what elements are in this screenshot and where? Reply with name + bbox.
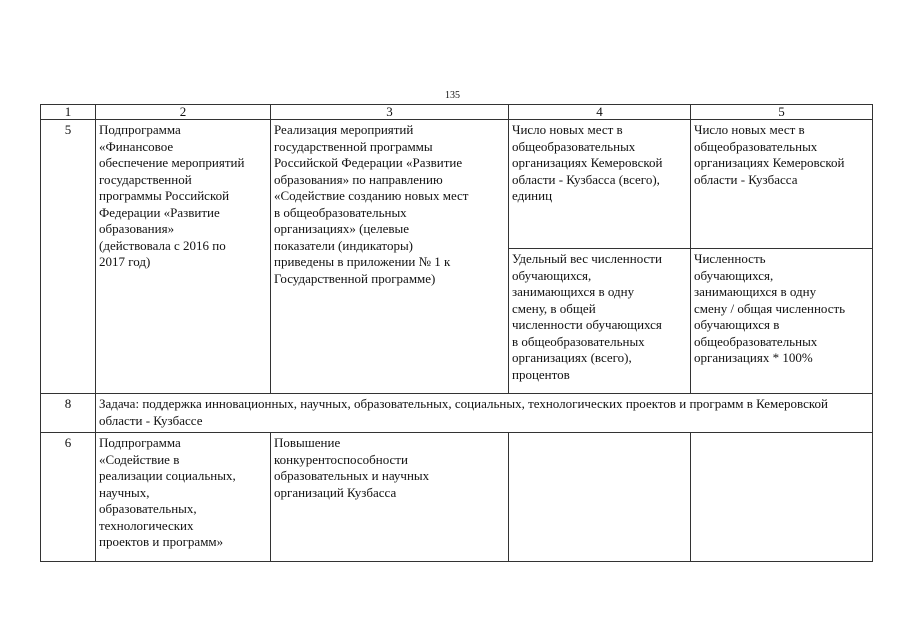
text-line: в общеобразовательных (274, 204, 407, 220)
text-line: Федерации «Развитие (99, 204, 220, 220)
text-line: организациях * 100% (694, 350, 813, 365)
text-line: проектов и программ» (99, 534, 224, 549)
table-row (41, 120, 873, 249)
header-col-3: 3 (271, 105, 509, 120)
text-line: Число новых мест в (512, 122, 623, 137)
text-line: смену, в общей (512, 300, 596, 316)
text-line: занимающихся в одну (512, 284, 635, 299)
text-line: Подпрограмма (99, 435, 181, 450)
formula-cell (691, 120, 873, 249)
text-line: образовательных, (99, 501, 197, 516)
text-line: обучающихся, (512, 267, 592, 283)
text-line: общеобразовательных (512, 138, 636, 154)
header-col-2: 2 (96, 105, 271, 120)
text-line: Российской Федерации «Развитие (274, 155, 463, 170)
text-line: конкурентоспособности (274, 451, 408, 467)
text-line: области - Кузбасса (всего), (512, 171, 660, 187)
text-line: образовательных и научных (274, 468, 430, 483)
subprogram-cell (96, 433, 271, 562)
text-line: организаций Кузбасса (274, 484, 397, 500)
formula-cell (691, 249, 873, 394)
text-line: технологических (99, 517, 194, 533)
text-line: Удельный вес численности (512, 251, 662, 266)
text-line: обеспечение мероприятий (99, 155, 245, 170)
text-line: «Содействие созданию новых мест (274, 188, 469, 203)
text-line: Государственной программе) (274, 270, 436, 286)
header-col-1: 1 (41, 105, 96, 120)
text-line: программы Российской (99, 188, 230, 203)
text-line: общеобразовательных (694, 333, 818, 349)
table-header-row (41, 105, 873, 120)
text-line: Реализация мероприятий (274, 122, 414, 137)
text-line: смену / общая численность (694, 300, 846, 316)
text-line: в общеобразовательных (512, 333, 645, 349)
text-line: обучающихся в (694, 317, 780, 332)
text-line: организациях» (целевые (274, 221, 410, 236)
text-line: образования» по направлению (274, 171, 443, 187)
text-line: Подпрограмма (99, 122, 181, 137)
text-line: процентов (512, 366, 570, 382)
row-number: 5 (41, 120, 96, 394)
text-line: организациях Кемеровской (694, 155, 845, 170)
header-col-5: 5 (691, 105, 873, 120)
text-line: организациях Кемеровской (512, 155, 663, 170)
text-line: единиц (512, 188, 553, 203)
text-line: (действовала с 2016 по (99, 237, 226, 253)
indicators-table (40, 104, 873, 562)
text-line: обучающихся, (694, 267, 774, 283)
text-line: государственной программы (274, 138, 433, 154)
row-number: 6 (41, 433, 96, 562)
text-line: Численность (694, 251, 766, 266)
indicator-cell-empty (509, 433, 691, 562)
text-line: государственной (99, 171, 192, 187)
text-line: Повышение (274, 435, 341, 450)
text-line: «Финансовое (99, 138, 174, 154)
text-line: «Содействие в (99, 451, 180, 467)
row-number: 8 (41, 394, 96, 433)
indicator-cell (509, 249, 691, 394)
table-row (41, 394, 873, 433)
text-line: научных, (99, 484, 150, 500)
text-line: реализации социальных, (99, 468, 236, 483)
text-line: приведены в приложении № 1 к (274, 254, 451, 269)
header-col-4: 4 (509, 105, 691, 120)
text-line: области - Кузбасса (694, 171, 798, 187)
text-line: общеобразовательных (694, 138, 818, 154)
text-line: занимающихся в одну (694, 284, 817, 299)
table-row (41, 433, 873, 562)
activities-cell (271, 120, 509, 394)
text-line: 2017 год) (99, 254, 151, 269)
text-line: образования» (99, 221, 175, 236)
formula-cell-empty (691, 433, 873, 562)
subprogram-cell (96, 120, 271, 394)
text-line: Число новых мест в (694, 122, 805, 137)
page-number: 135 (445, 90, 460, 101)
text-line: численности обучающихся (512, 317, 662, 332)
task-cell: Задача: поддержка инновационных, научных, образовательных, социальных, технологических проектов и программ в Кемеровской области - Кузбассе (96, 394, 873, 433)
indicator-cell (509, 120, 691, 249)
text-line: организациях (всего), (512, 350, 632, 365)
activities-cell (271, 433, 509, 562)
text-line: показатели (индикаторы) (274, 237, 414, 253)
